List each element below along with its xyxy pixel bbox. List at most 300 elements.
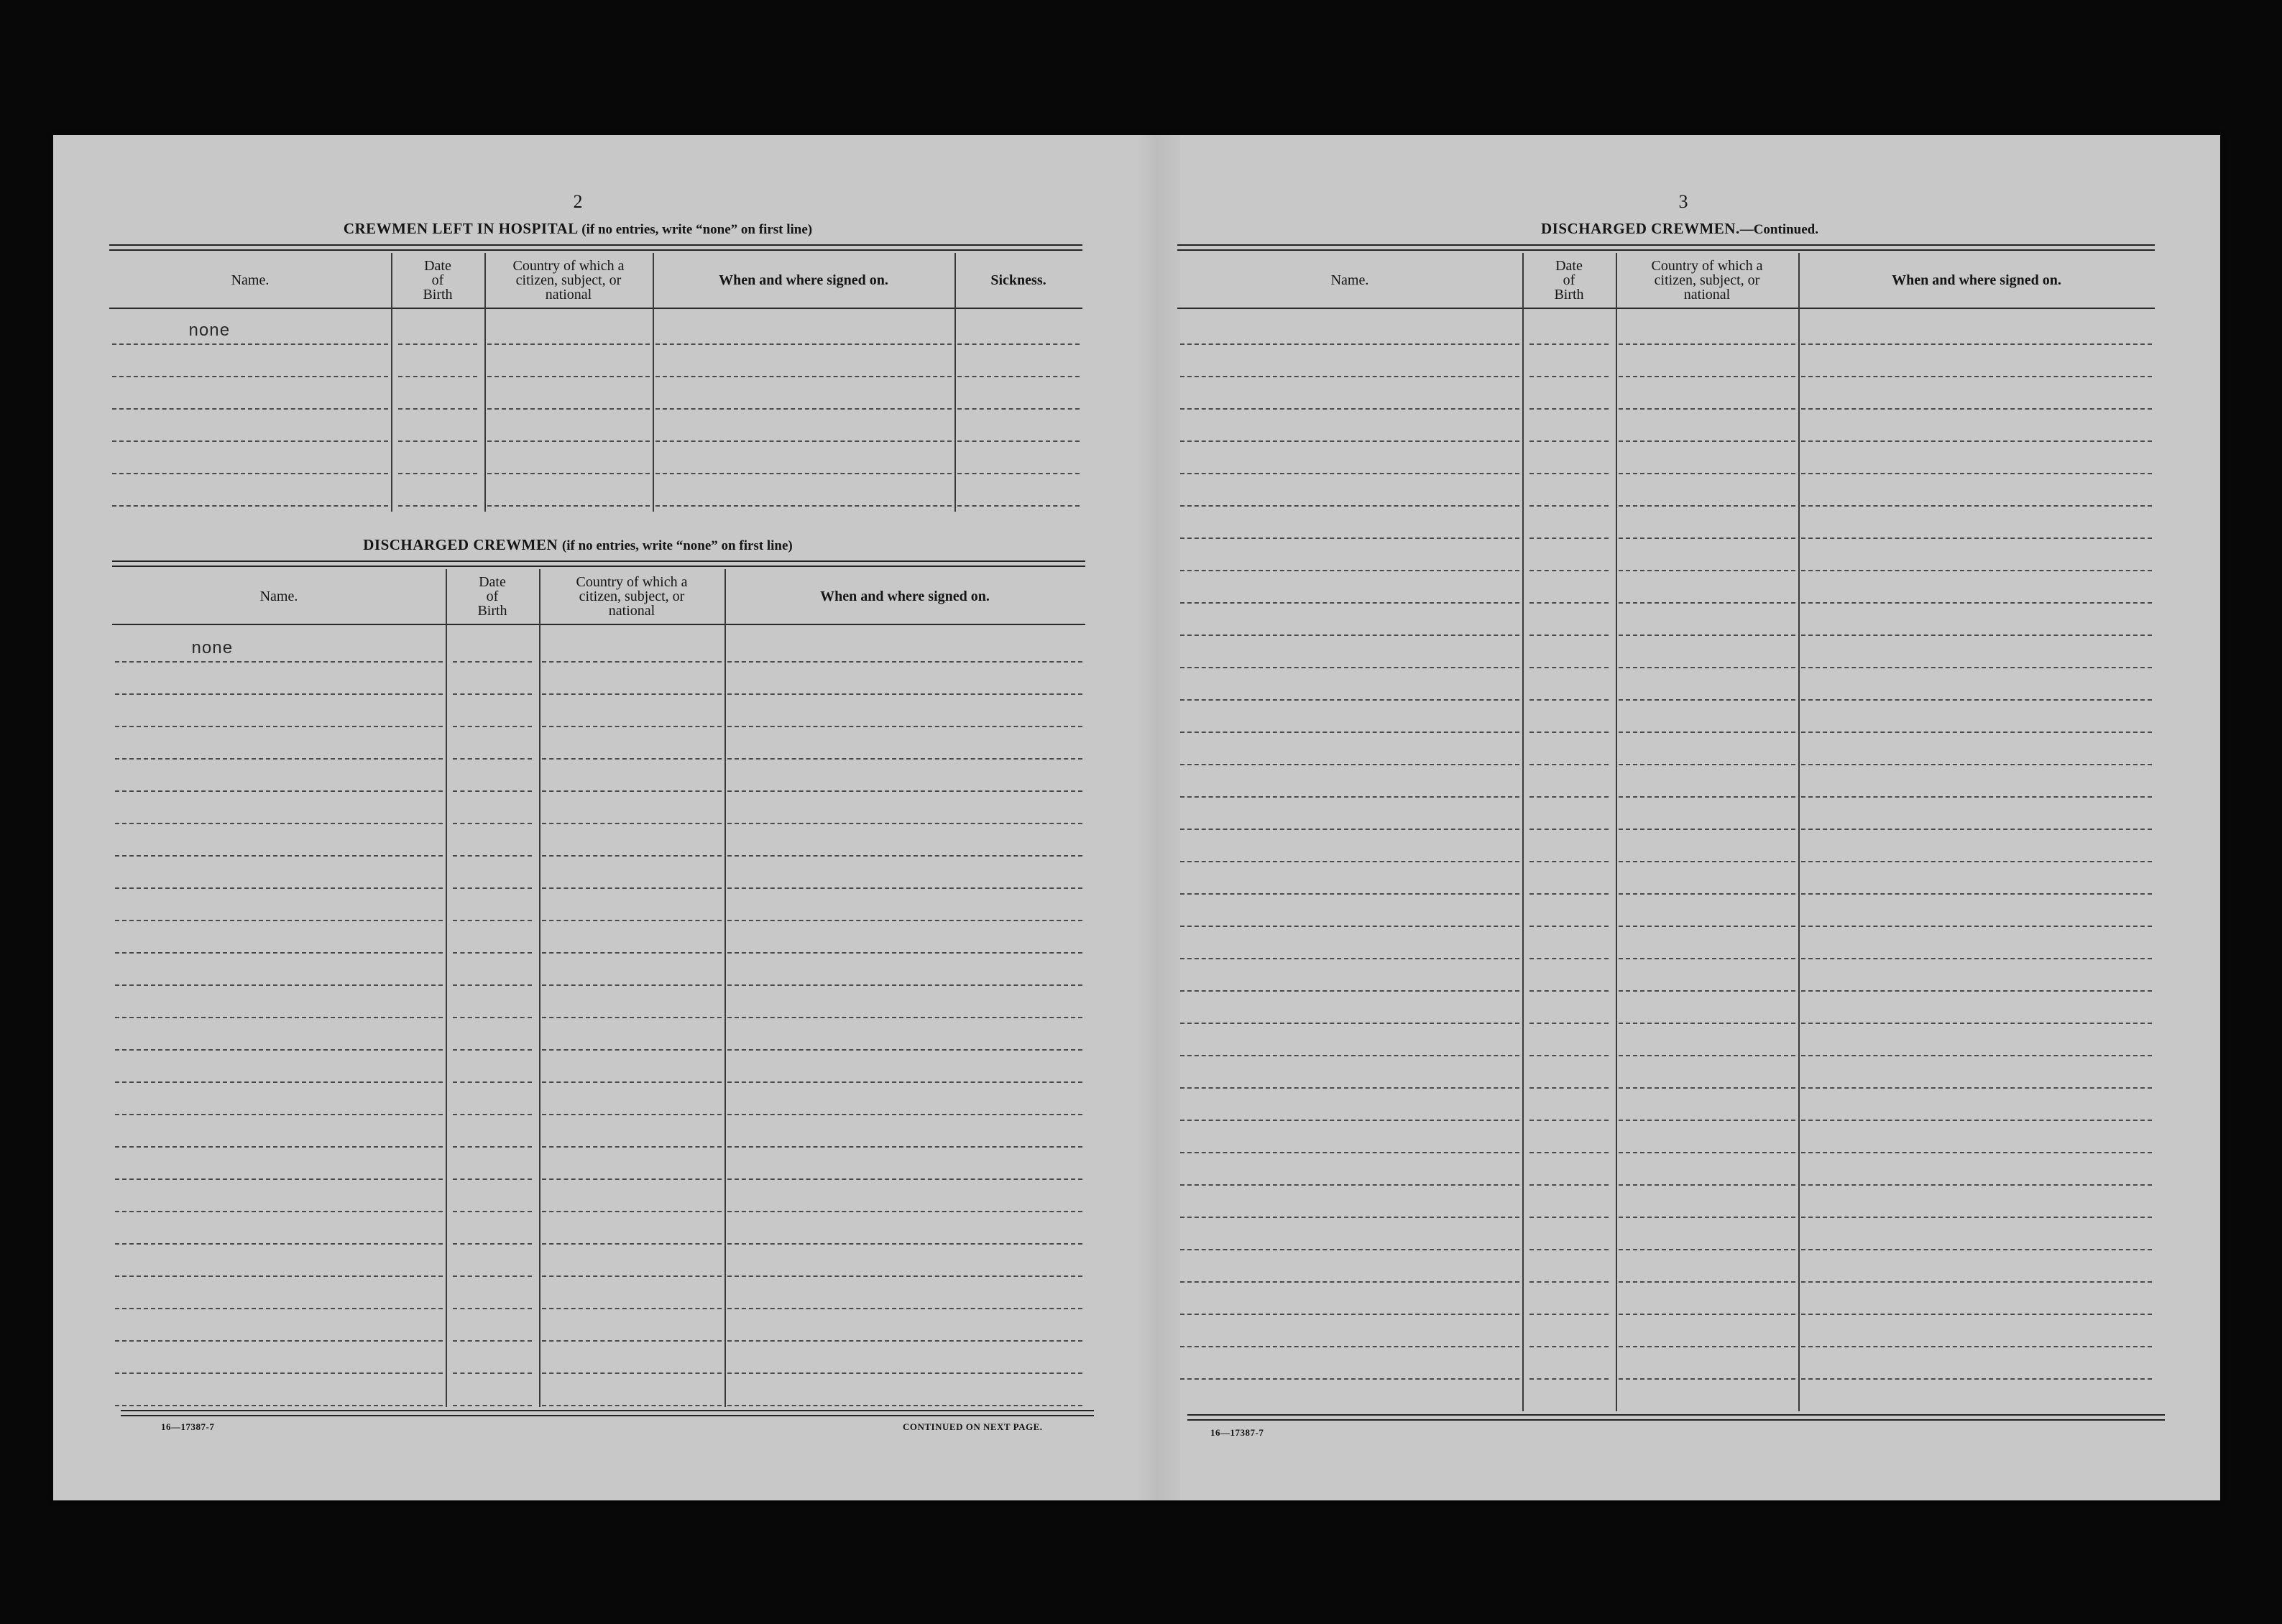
row-line bbox=[1180, 602, 1519, 604]
row-line bbox=[1180, 1346, 1519, 1347]
row-line bbox=[1180, 1120, 1519, 1121]
row-line bbox=[655, 473, 952, 474]
row-line bbox=[487, 473, 650, 474]
row-line bbox=[115, 1178, 443, 1180]
row-line bbox=[727, 1114, 1082, 1115]
row-line bbox=[1619, 1120, 1795, 1121]
row-line bbox=[1619, 861, 1795, 862]
left-bottom-rule bbox=[121, 1410, 1094, 1416]
column-divider bbox=[724, 569, 726, 1407]
row-line bbox=[1619, 538, 1795, 539]
discharged-section-title bbox=[111, 536, 1045, 554]
row-line bbox=[1529, 505, 1609, 507]
row-line bbox=[115, 887, 443, 889]
row-line bbox=[115, 1340, 443, 1342]
row-line bbox=[542, 887, 722, 889]
row-line bbox=[1619, 1346, 1795, 1347]
row-line bbox=[453, 693, 532, 695]
row-line bbox=[727, 823, 1082, 824]
row-line bbox=[1801, 602, 2152, 604]
row-line bbox=[727, 1243, 1082, 1245]
row-line bbox=[112, 376, 388, 377]
row-line bbox=[542, 790, 722, 792]
row-line bbox=[727, 758, 1082, 760]
header-bottom-line bbox=[1177, 308, 2155, 309]
column-header: Date of Birth bbox=[477, 574, 507, 619]
row-line bbox=[1801, 990, 2152, 992]
column-header: Country of which a citizen, subject, or national bbox=[1651, 258, 1763, 303]
row-line bbox=[1801, 538, 2152, 539]
row-line bbox=[1529, 570, 1609, 571]
row-line bbox=[453, 1340, 532, 1342]
row-line bbox=[1619, 796, 1795, 798]
row-line bbox=[1619, 570, 1795, 571]
row-line bbox=[542, 920, 722, 921]
row-line bbox=[1619, 764, 1795, 765]
row-line bbox=[542, 1146, 722, 1148]
row-line bbox=[542, 1178, 722, 1180]
row-line bbox=[1529, 1346, 1609, 1347]
row-line bbox=[542, 661, 722, 663]
row-line bbox=[1619, 1249, 1795, 1250]
row-line bbox=[1180, 926, 1519, 927]
row-line bbox=[1801, 764, 2152, 765]
row-line bbox=[1801, 958, 2152, 959]
row-line bbox=[1801, 440, 2152, 442]
row-line bbox=[542, 758, 722, 760]
row-line bbox=[453, 1243, 532, 1245]
discharged-instruction: (if no entries, write “none” on first line) bbox=[561, 538, 793, 553]
row-line bbox=[1529, 796, 1609, 798]
right-bottom-rule bbox=[1187, 1414, 2165, 1421]
row-line bbox=[1801, 893, 2152, 895]
row-line bbox=[1180, 1378, 1519, 1380]
row-line bbox=[1180, 829, 1519, 830]
row-line bbox=[453, 1372, 532, 1374]
row-line bbox=[453, 758, 532, 760]
row-line bbox=[1180, 1281, 1519, 1283]
column-divider bbox=[1616, 253, 1617, 1411]
column-header: Name. bbox=[259, 589, 298, 604]
row-line bbox=[542, 1405, 722, 1406]
row-line bbox=[1801, 376, 2152, 377]
row-line bbox=[453, 855, 532, 857]
row-line bbox=[1529, 1055, 1609, 1056]
row-line bbox=[1619, 958, 1795, 959]
column-divider bbox=[1798, 253, 1800, 1411]
row-line bbox=[727, 887, 1082, 889]
row-line bbox=[1801, 1249, 2152, 1250]
row-line bbox=[115, 661, 443, 663]
row-line bbox=[727, 1372, 1082, 1374]
row-line bbox=[1801, 635, 2152, 636]
row-line bbox=[112, 343, 388, 345]
row-line bbox=[957, 473, 1080, 474]
row-line bbox=[542, 1081, 722, 1083]
row-line bbox=[115, 823, 443, 824]
row-line bbox=[1801, 505, 2152, 507]
row-line bbox=[453, 1405, 532, 1406]
row-line bbox=[1619, 1217, 1795, 1218]
row-line bbox=[542, 1340, 722, 1342]
row-line bbox=[112, 505, 388, 507]
row-line bbox=[727, 984, 1082, 986]
column-divider bbox=[391, 253, 392, 512]
row-line bbox=[453, 1081, 532, 1083]
row-line bbox=[1529, 1087, 1609, 1089]
row-line bbox=[1619, 440, 1795, 442]
discharged-top-rule bbox=[112, 560, 1085, 567]
row-line bbox=[1619, 732, 1795, 733]
row-line bbox=[398, 408, 477, 410]
row-line bbox=[1801, 829, 2152, 830]
row-line bbox=[1180, 667, 1519, 668]
continued-section-title bbox=[1195, 220, 2165, 238]
row-line bbox=[542, 1372, 722, 1374]
row-line bbox=[1180, 1217, 1519, 1218]
header-bottom-line bbox=[109, 308, 1082, 309]
row-line bbox=[1180, 538, 1519, 539]
row-line bbox=[542, 1275, 722, 1277]
column-header: Country of which a citizen, subject, or national bbox=[576, 574, 688, 619]
row-line bbox=[1180, 893, 1519, 895]
row-line bbox=[727, 1049, 1082, 1051]
row-line bbox=[1801, 926, 2152, 927]
row-line bbox=[453, 1275, 532, 1277]
row-line bbox=[1529, 343, 1609, 345]
row-line bbox=[115, 1275, 443, 1277]
form-number: 16—17387-7 bbox=[1210, 1427, 1264, 1438]
row-line bbox=[727, 1340, 1082, 1342]
row-line bbox=[1180, 1152, 1519, 1153]
row-line bbox=[1529, 893, 1609, 895]
row-line bbox=[727, 1308, 1082, 1309]
row-line bbox=[727, 1178, 1082, 1180]
column-divider bbox=[954, 253, 956, 512]
column-header: When and where signed on. bbox=[719, 272, 888, 288]
column-divider bbox=[446, 569, 447, 1407]
row-line bbox=[1180, 570, 1519, 571]
row-line bbox=[1180, 1023, 1519, 1024]
row-line bbox=[1619, 343, 1795, 345]
row-line bbox=[1801, 732, 2152, 733]
hospital-title-text: CREWMEN LEFT IN HOSPITAL bbox=[343, 220, 578, 237]
row-line bbox=[1619, 1378, 1795, 1380]
row-line bbox=[727, 952, 1082, 954]
row-line bbox=[727, 1275, 1082, 1277]
row-line bbox=[1180, 990, 1519, 992]
row-line bbox=[115, 1308, 443, 1309]
column-header: When and where signed on. bbox=[820, 589, 990, 604]
column-header: Date of Birth bbox=[1554, 258, 1584, 303]
column-header: Country of which a citizen, subject, or national bbox=[512, 258, 625, 303]
row-line bbox=[655, 440, 952, 442]
row-line bbox=[1529, 1217, 1609, 1218]
right-page bbox=[1137, 135, 2220, 1500]
row-line bbox=[487, 376, 650, 377]
row-line bbox=[655, 376, 952, 377]
row-line bbox=[1801, 343, 2152, 345]
row-line bbox=[655, 505, 952, 507]
row-line bbox=[1801, 796, 2152, 798]
column-divider bbox=[1522, 253, 1524, 1411]
row-line bbox=[1801, 861, 2152, 862]
row-line bbox=[1619, 667, 1795, 668]
row-line bbox=[1619, 1023, 1795, 1024]
row-line bbox=[1529, 473, 1609, 474]
row-line bbox=[1619, 408, 1795, 410]
row-line bbox=[115, 1146, 443, 1148]
row-line bbox=[453, 952, 532, 954]
row-line bbox=[1529, 699, 1609, 701]
row-line bbox=[1529, 926, 1609, 927]
row-line bbox=[112, 440, 388, 442]
row-line bbox=[727, 693, 1082, 695]
row-line bbox=[1619, 1152, 1795, 1153]
row-line bbox=[1529, 1184, 1609, 1186]
row-line bbox=[542, 726, 722, 727]
row-line bbox=[1801, 1378, 2152, 1380]
row-line bbox=[453, 790, 532, 792]
row-line bbox=[1529, 440, 1609, 442]
page-number: 3 bbox=[1678, 191, 1688, 212]
row-line bbox=[453, 920, 532, 921]
handwritten-entry: none bbox=[188, 322, 230, 341]
row-line bbox=[655, 408, 952, 410]
row-line bbox=[115, 1405, 443, 1406]
column-header: Name. bbox=[1330, 272, 1369, 288]
row-line bbox=[115, 790, 443, 792]
row-line bbox=[453, 887, 532, 889]
row-line bbox=[453, 823, 532, 824]
row-line bbox=[727, 1017, 1082, 1018]
row-line bbox=[542, 1114, 722, 1115]
row-line bbox=[1529, 667, 1609, 668]
row-line bbox=[398, 376, 477, 377]
row-line bbox=[1801, 1055, 2152, 1056]
row-line bbox=[453, 1211, 532, 1212]
row-line bbox=[1529, 408, 1609, 410]
row-line bbox=[1619, 602, 1795, 604]
header-bottom-line bbox=[112, 624, 1085, 625]
row-line bbox=[957, 440, 1080, 442]
row-line bbox=[1180, 1055, 1519, 1056]
handwritten-entry: none bbox=[191, 640, 233, 659]
row-line bbox=[115, 1211, 443, 1212]
row-line bbox=[1529, 538, 1609, 539]
continued-note: CONTINUED ON NEXT PAGE. bbox=[903, 1421, 1043, 1432]
row-line bbox=[727, 790, 1082, 792]
row-line bbox=[1619, 893, 1795, 895]
row-line bbox=[1180, 343, 1519, 345]
row-line bbox=[115, 726, 443, 727]
row-line bbox=[1801, 1314, 2152, 1315]
row-line bbox=[1801, 570, 2152, 571]
row-line bbox=[453, 726, 532, 727]
row-line bbox=[1801, 1281, 2152, 1283]
row-line bbox=[453, 1178, 532, 1180]
row-line bbox=[115, 1114, 443, 1115]
row-line bbox=[1619, 699, 1795, 701]
row-line bbox=[115, 952, 443, 954]
row-line bbox=[453, 1146, 532, 1148]
row-line bbox=[487, 408, 650, 410]
row-line bbox=[727, 661, 1082, 663]
row-line bbox=[1801, 1217, 2152, 1218]
hospital-section-title bbox=[111, 220, 1045, 238]
row-line bbox=[1801, 408, 2152, 410]
row-line bbox=[542, 1211, 722, 1212]
row-line bbox=[1529, 1152, 1609, 1153]
row-line bbox=[1801, 1152, 2152, 1153]
row-line bbox=[1529, 1281, 1609, 1283]
column-divider bbox=[484, 253, 486, 512]
column-header: Sickness. bbox=[990, 272, 1046, 288]
row-line bbox=[453, 1017, 532, 1018]
row-line bbox=[115, 855, 443, 857]
row-line bbox=[1529, 635, 1609, 636]
column-header: Name. bbox=[231, 272, 270, 288]
row-line bbox=[727, 726, 1082, 727]
row-line bbox=[1619, 505, 1795, 507]
row-line bbox=[1619, 1184, 1795, 1186]
row-line bbox=[398, 343, 477, 345]
document-sheet bbox=[53, 135, 2220, 1500]
row-line bbox=[453, 1308, 532, 1309]
row-line bbox=[1180, 764, 1519, 765]
continued-title-text: DISCHARGED CREWMEN. bbox=[1541, 220, 1740, 237]
row-line bbox=[1619, 990, 1795, 992]
row-line bbox=[1180, 408, 1519, 410]
row-line bbox=[1801, 1184, 2152, 1186]
row-line bbox=[957, 376, 1080, 377]
hospital-instruction: (if no entries, write “none” on first line) bbox=[581, 222, 813, 237]
row-line bbox=[1619, 1087, 1795, 1089]
row-line bbox=[1801, 473, 2152, 474]
row-line bbox=[115, 984, 443, 986]
row-line bbox=[727, 920, 1082, 921]
row-line bbox=[115, 1372, 443, 1374]
row-line bbox=[1180, 635, 1519, 636]
row-line bbox=[1801, 699, 2152, 701]
row-line bbox=[1529, 1249, 1609, 1250]
column-divider bbox=[653, 253, 654, 512]
discharged-title-text: DISCHARGED CREWMEN bbox=[363, 536, 558, 553]
row-line bbox=[727, 1405, 1082, 1406]
row-line bbox=[727, 1146, 1082, 1148]
row-line bbox=[1801, 1023, 2152, 1024]
row-line bbox=[453, 661, 532, 663]
row-line bbox=[542, 1243, 722, 1245]
row-line bbox=[1619, 1314, 1795, 1315]
row-line bbox=[1529, 829, 1609, 830]
continued-suffix: —Continued. bbox=[1739, 222, 1818, 237]
row-line bbox=[1529, 861, 1609, 862]
row-line bbox=[1619, 926, 1795, 927]
row-line bbox=[115, 1049, 443, 1051]
row-line bbox=[487, 440, 650, 442]
row-line bbox=[957, 408, 1080, 410]
row-line bbox=[542, 1308, 722, 1309]
row-line bbox=[1180, 1087, 1519, 1089]
row-line bbox=[1619, 635, 1795, 636]
row-line bbox=[1529, 990, 1609, 992]
row-line bbox=[398, 473, 477, 474]
row-line bbox=[115, 920, 443, 921]
row-line bbox=[1529, 1314, 1609, 1315]
row-line bbox=[1529, 732, 1609, 733]
row-line bbox=[1529, 1120, 1609, 1121]
row-line bbox=[1801, 1087, 2152, 1089]
column-header: When and where signed on. bbox=[1892, 272, 2061, 288]
row-line bbox=[727, 1211, 1082, 1212]
row-line bbox=[1180, 958, 1519, 959]
row-line bbox=[115, 1017, 443, 1018]
row-line bbox=[1529, 958, 1609, 959]
row-line bbox=[453, 1114, 532, 1115]
row-line bbox=[487, 505, 650, 507]
form-number: 16—17387-7 bbox=[161, 1421, 215, 1432]
row-line bbox=[1619, 829, 1795, 830]
row-line bbox=[115, 1243, 443, 1245]
row-line bbox=[115, 693, 443, 695]
row-line bbox=[1529, 602, 1609, 604]
row-line bbox=[1180, 732, 1519, 733]
continued-top-rule bbox=[1177, 244, 2155, 251]
row-line bbox=[453, 984, 532, 986]
row-line bbox=[542, 693, 722, 695]
row-line bbox=[1529, 764, 1609, 765]
row-line bbox=[655, 343, 952, 345]
row-line bbox=[1619, 473, 1795, 474]
column-divider bbox=[539, 569, 540, 1407]
row-line bbox=[1801, 667, 2152, 668]
row-line bbox=[112, 473, 388, 474]
row-line bbox=[727, 855, 1082, 857]
row-line bbox=[542, 1017, 722, 1018]
row-line bbox=[1619, 1281, 1795, 1283]
row-line bbox=[487, 343, 650, 345]
row-line bbox=[1529, 376, 1609, 377]
page-number: 2 bbox=[573, 191, 583, 212]
row-line bbox=[1180, 505, 1519, 507]
left-page bbox=[53, 135, 1137, 1500]
row-line bbox=[1529, 1023, 1609, 1024]
row-line bbox=[398, 505, 477, 507]
row-line bbox=[1180, 1249, 1519, 1250]
row-line bbox=[1180, 473, 1519, 474]
row-line bbox=[115, 1081, 443, 1083]
row-line bbox=[1180, 861, 1519, 862]
row-line bbox=[957, 505, 1080, 507]
row-line bbox=[398, 440, 477, 442]
row-line bbox=[1529, 1378, 1609, 1380]
row-line bbox=[542, 855, 722, 857]
row-line bbox=[1619, 376, 1795, 377]
row-line bbox=[453, 1049, 532, 1051]
row-line bbox=[957, 343, 1080, 345]
row-line bbox=[542, 823, 722, 824]
column-header: Date of Birth bbox=[423, 258, 453, 303]
row-line bbox=[1180, 1314, 1519, 1315]
row-line bbox=[727, 1081, 1082, 1083]
row-line bbox=[1619, 1055, 1795, 1056]
row-line bbox=[1180, 699, 1519, 701]
row-line bbox=[1801, 1346, 2152, 1347]
row-line bbox=[1180, 796, 1519, 798]
row-line bbox=[1801, 1120, 2152, 1121]
row-line bbox=[1180, 440, 1519, 442]
